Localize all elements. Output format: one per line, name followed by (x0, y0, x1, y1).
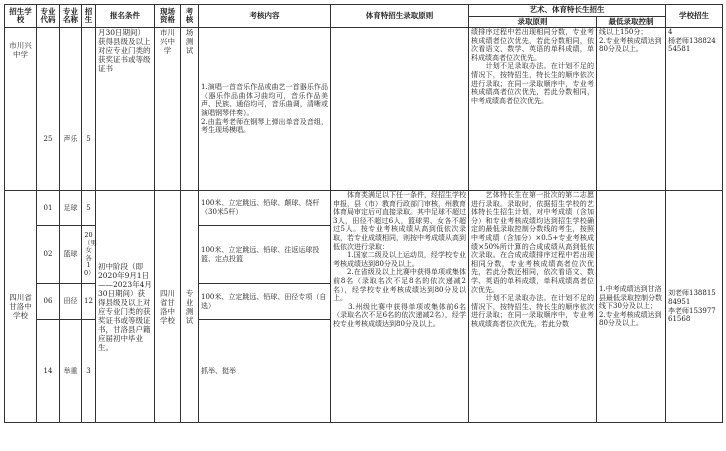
header-exam: 考核 (181, 5, 199, 28)
exam-type: 专业测试 (181, 191, 199, 423)
header-content: 考核内容 (199, 5, 331, 28)
contact: 4 杨老师13882454581 (666, 28, 723, 191)
header-sport: 体育特招生录取原则 (331, 5, 469, 28)
quota: 5 (82, 191, 96, 226)
header-qual: 现场资格 (155, 5, 181, 28)
exam-type: 场测试 (181, 28, 199, 191)
major-name: 举重 (60, 320, 82, 423)
major-code: 01 (37, 191, 60, 226)
major-name: 声乐 (60, 28, 82, 191)
major-code: 25 (37, 28, 60, 191)
conditions: 初中阶段（即2020年9月1日——2023年4月30日期间）获得县级及以上对应专业门类的获奖证书或等级证书，甘洛县户籍应届初中毕业生。 (96, 191, 155, 423)
major-code: 14 (37, 320, 60, 423)
art-rule: 艺体特长生在第一批次的第二志愿进行录取。录取时，依据招生学校的艺体特长生招生计划，对中考成绩（含加分）和专业考核成绩均达到招生学校确定的最低录取控制分数线的考生，按照中考成绩（含加分）×0.5+专业考核成绩×50%所计算的合成成绩从高到低依次录取。在合成成绩排序过程中若出现相同分数，专业考核成绩高者位次优先，若此分数还相同，依次看语文、数学、英语的单科成绩，单科成绩高者位次优先。 计划不足录取办法。在计划不足的情况下，按特招生、特长生的顺序依次进行录取；在同一录取顺序中，专业考核成绩高者位次优先，若此分数 (469, 191, 597, 423)
header-art-group: 艺术、体育特长生招生 (469, 5, 666, 17)
min-score: 1.中考成绩达到甘洛县最低录取控制分数线下30分及以上； 2.专业考核成绩达到80分及以上。 (597, 191, 666, 423)
header-quota: 招生 (82, 5, 96, 28)
qualification: 四川省甘洛中学校 (155, 191, 181, 423)
table-row (5, 191, 723, 226)
exam-content: 100米、立定跳远、铅球、往返运球投篮、定点投篮 (199, 226, 331, 284)
major-name: 田径 (60, 284, 82, 320)
header-cond: 报名条件 (96, 5, 155, 28)
quota: 5 (82, 28, 96, 191)
header-min-score: 最低录取控制 (597, 17, 666, 28)
exam-content: 100米、立定跳远、铅球、颠球、绕杆（30米5杆） (199, 191, 331, 226)
conditions: 月30日期间）获得县级及以上对应专业门类的获奖证书或等级证书 (96, 28, 155, 191)
quota: 12 (82, 284, 96, 320)
header-row-1 (5, 5, 723, 17)
qualification: 市川兴中学 (155, 28, 181, 191)
header-name: 专业名称 (60, 5, 82, 28)
quota: 20（男女各10） (82, 226, 96, 284)
header-school: 招生学校 (5, 5, 37, 28)
sport-rule (331, 28, 469, 191)
quota: 3 (82, 320, 96, 423)
header-art-rule: 录取原则 (469, 17, 597, 28)
school-name: 市川兴中学 (5, 28, 37, 191)
exam-content: 100米、立定跳远、铅球、田径专项（自选） (199, 284, 331, 320)
major-name: 足球 (60, 191, 82, 226)
min-score: 线以上150分； 2.专业考核成绩达到80分及以上。 (597, 28, 666, 191)
art-rule: 绩排序过程中若出现相同分数，专业考核成绩者位次优先，若此分数相同，依次看语文、数学、英语的单科成绩，单科成绩高者位次优先。 计划不足录取办法。在计划不足的情况下，按特招生，特长生的顺序依次进行录取；在同一录取顺序中，专业考核成绩高者位次优先，若此分数相同，中考成绩高者位次优先。 (469, 28, 597, 191)
school-name: 四川省甘洛中学校 (5, 191, 37, 423)
major-code: 02 (37, 226, 60, 284)
sport-rule: 体育类满足以下任一条件，经招生学校申报，县（市）教育行政部门审核，州教育体育局审定后可直接录取。其中足球不超过3人，田径不超过6人，篮球男、女各不超过5人。按专业考核成绩从高到低依次录取，若专业成绩相同，则按中考成绩从高到低依次进行录取： 1.国家二级及以上运动员，经学校专业考核成绩达到80分及以上。 2.在省级及以上比赛中获得单项或集体前8名（录取名次不足8名的依次递减2名），经学校专业考核成绩达到80分及以上。 3.州级比赛中获得单项或集体前6名（录取名次不足6名的依次递减2名），经学校专业考核成绩达到80分及以上。 (331, 191, 469, 423)
header-code: 专业代码 (37, 5, 60, 28)
admission-table (4, 4, 723, 423)
header-contact: 学校招生 (666, 5, 723, 28)
table-row (5, 28, 723, 191)
exam-content: 抓举、挺举 (199, 320, 331, 423)
exam-content: 1.演唱一首音乐作品或曲艺一首器乐作品（器乐作品曲体习曲均可，音乐作品美声、民族、通俗均可，音乐曲调，清晰或演唱钢琴伴奏）。 2.由监考老师在钢琴上弹出单音及音组，考生现场模唱。 (199, 28, 331, 191)
major-name: 篮球 (60, 226, 82, 284)
contact: 刘老师13881584951 李老师15397761568 (666, 191, 723, 423)
major-code: 06 (37, 284, 60, 320)
